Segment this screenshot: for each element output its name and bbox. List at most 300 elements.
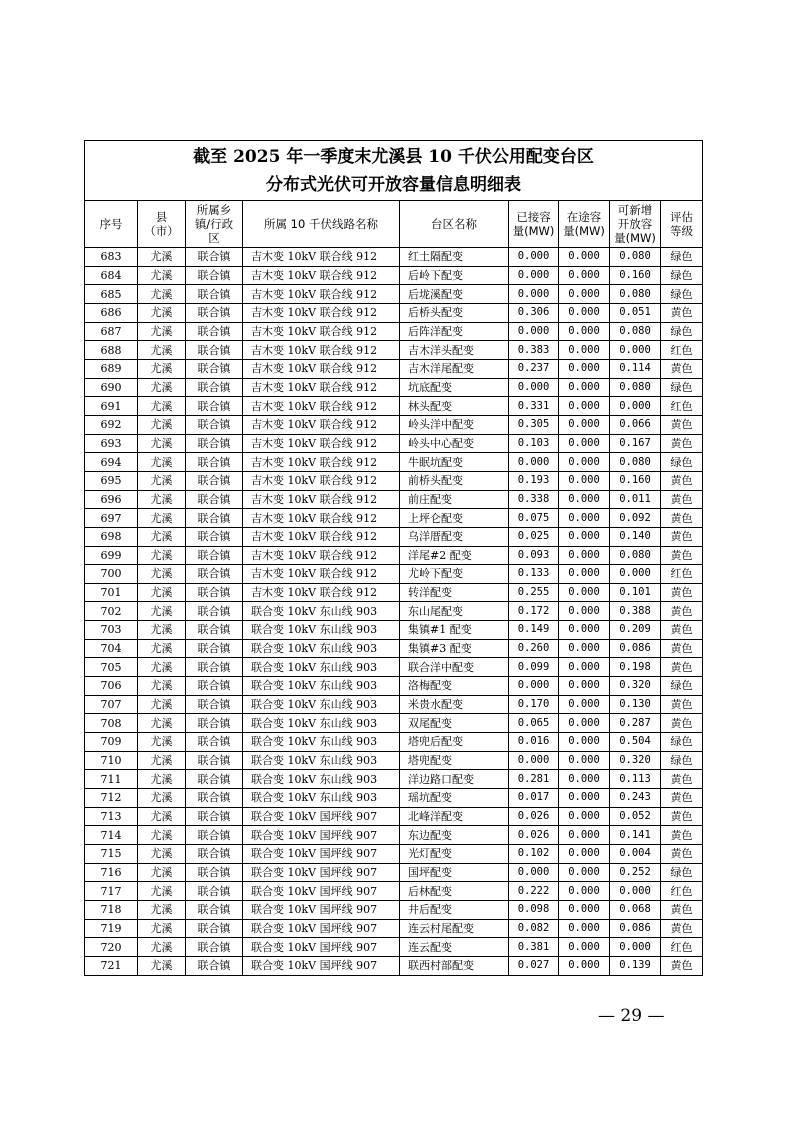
line-name-cell: 联合变 10kV 国坪线 907 (243, 882, 400, 901)
connected-cell: 0.260 (509, 639, 559, 658)
town-cell: 联合镇 (186, 359, 243, 378)
grade-cell: 绿色 (661, 751, 703, 770)
line-name-cell: 吉木变 10kV 联合线 912 (243, 303, 400, 322)
table-row (85, 527, 703, 546)
county-cell: 尤溪 (138, 415, 186, 434)
connected-cell: 0.025 (509, 527, 559, 546)
county-cell: 尤溪 (138, 583, 186, 602)
town-cell: 联合镇 (186, 509, 243, 528)
table-row (85, 621, 703, 640)
seq-cell: 705 (85, 658, 138, 677)
header-in-transit: 在途容 量(MW) (559, 201, 610, 248)
connected-cell: 0.027 (509, 956, 559, 975)
in-transit-cell: 0.000 (559, 770, 610, 789)
table-row (85, 956, 703, 975)
grade-cell: 绿色 (661, 266, 703, 285)
capacity-table (84, 140, 703, 976)
line-name-cell: 联合变 10kV 国坪线 907 (243, 956, 400, 975)
grade-cell: 黄色 (661, 621, 703, 640)
seq-cell: 691 (85, 397, 138, 416)
line-name-cell: 吉木变 10kV 联合线 912 (243, 471, 400, 490)
grade-cell: 黄色 (661, 303, 703, 322)
available-cell: 0.080 (610, 322, 661, 341)
available-cell: 0.140 (610, 527, 661, 546)
seq-cell: 688 (85, 341, 138, 360)
in-transit-cell: 0.000 (559, 882, 610, 901)
page-number: — 29 — (598, 1006, 665, 1026)
in-transit-cell: 0.000 (559, 695, 610, 714)
available-cell: 0.209 (610, 621, 661, 640)
town-cell: 联合镇 (186, 285, 243, 304)
town-cell: 联合镇 (186, 266, 243, 285)
county-cell: 尤溪 (138, 677, 186, 696)
in-transit-cell: 0.000 (559, 602, 610, 621)
connected-cell: 0.099 (509, 658, 559, 677)
area-name-cell: 前庄配变 (400, 490, 509, 509)
in-transit-cell: 0.000 (559, 751, 610, 770)
town-cell: 联合镇 (186, 789, 243, 808)
available-cell: 0.080 (610, 378, 661, 397)
line-name-cell: 联合变 10kV 国坪线 907 (243, 900, 400, 919)
connected-cell: 0.103 (509, 434, 559, 453)
town-cell: 联合镇 (186, 527, 243, 546)
grade-cell: 黄色 (661, 490, 703, 509)
available-cell: 0.068 (610, 900, 661, 919)
in-transit-cell: 0.000 (559, 956, 610, 975)
in-transit-cell: 0.000 (559, 303, 610, 322)
line-name-cell: 吉木变 10kV 联合线 912 (243, 285, 400, 304)
line-name-cell: 吉木变 10kV 联合线 912 (243, 583, 400, 602)
available-cell: 0.113 (610, 770, 661, 789)
table-row (85, 770, 703, 789)
table-row (85, 677, 703, 696)
line-name-cell: 吉木变 10kV 联合线 912 (243, 509, 400, 528)
area-name-cell: 乌洋厝配变 (400, 527, 509, 546)
line-name-cell: 联合变 10kV 东山线 903 (243, 621, 400, 640)
county-cell: 尤溪 (138, 359, 186, 378)
table-row (85, 863, 703, 882)
seq-cell: 701 (85, 583, 138, 602)
connected-cell: 0.026 (509, 807, 559, 826)
table-row (85, 471, 703, 490)
connected-cell: 0.016 (509, 733, 559, 752)
line-name-cell: 吉木变 10kV 联合线 912 (243, 397, 400, 416)
available-cell: 0.052 (610, 807, 661, 826)
table-row (85, 807, 703, 826)
town-cell: 联合镇 (186, 807, 243, 826)
connected-cell: 0.222 (509, 882, 559, 901)
line-name-cell: 联合变 10kV 国坪线 907 (243, 807, 400, 826)
town-cell: 联合镇 (186, 453, 243, 472)
available-cell: 0.320 (610, 751, 661, 770)
grade-cell: 绿色 (661, 285, 703, 304)
table-row (85, 453, 703, 472)
in-transit-cell: 0.000 (559, 639, 610, 658)
county-cell: 尤溪 (138, 770, 186, 789)
town-cell: 联合镇 (186, 565, 243, 584)
available-cell: 0.252 (610, 863, 661, 882)
connected-cell: 0.000 (509, 322, 559, 341)
seq-cell: 686 (85, 303, 138, 322)
connected-cell: 0.149 (509, 621, 559, 640)
town-cell: 联合镇 (186, 490, 243, 509)
area-name-cell: 尤岭下配变 (400, 565, 509, 584)
town-cell: 联合镇 (186, 900, 243, 919)
line-name-cell: 吉木变 10kV 联合线 912 (243, 378, 400, 397)
line-name-cell: 吉木变 10kV 联合线 912 (243, 248, 400, 267)
in-transit-cell: 0.000 (559, 378, 610, 397)
line-name-cell: 联合变 10kV 国坪线 907 (243, 826, 400, 845)
table-row (85, 919, 703, 938)
grade-cell: 黄色 (661, 471, 703, 490)
county-cell: 尤溪 (138, 807, 186, 826)
town-cell: 联合镇 (186, 751, 243, 770)
available-cell: 0.000 (610, 882, 661, 901)
table-row (85, 900, 703, 919)
county-cell: 尤溪 (138, 602, 186, 621)
line-name-cell: 联合变 10kV 东山线 903 (243, 770, 400, 789)
connected-cell: 0.000 (509, 751, 559, 770)
table-row (85, 714, 703, 733)
seq-cell: 695 (85, 471, 138, 490)
county-cell: 尤溪 (138, 378, 186, 397)
grade-cell: 黄色 (661, 826, 703, 845)
line-name-cell: 吉木变 10kV 联合线 912 (243, 415, 400, 434)
county-cell: 尤溪 (138, 826, 186, 845)
town-cell: 联合镇 (186, 303, 243, 322)
county-cell: 尤溪 (138, 434, 186, 453)
county-cell: 尤溪 (138, 863, 186, 882)
in-transit-cell: 0.000 (559, 471, 610, 490)
grade-cell: 黄色 (661, 527, 703, 546)
area-name-cell: 塔兜配变 (400, 751, 509, 770)
table-row (85, 285, 703, 304)
town-cell: 联合镇 (186, 602, 243, 621)
header-seq: 序号 (85, 201, 138, 248)
grade-cell: 黄色 (661, 714, 703, 733)
area-name-cell: 后垅溪配变 (400, 285, 509, 304)
seq-cell: 717 (85, 882, 138, 901)
connected-cell: 0.017 (509, 789, 559, 808)
connected-cell: 0.255 (509, 583, 559, 602)
connected-cell: 0.065 (509, 714, 559, 733)
grade-cell: 红色 (661, 565, 703, 584)
county-cell: 尤溪 (138, 453, 186, 472)
grade-cell: 黄色 (661, 807, 703, 826)
area-name-cell: 上坪仑配变 (400, 509, 509, 528)
seq-cell: 721 (85, 956, 138, 975)
line-name-cell: 联合变 10kV 东山线 903 (243, 751, 400, 770)
connected-cell: 0.102 (509, 845, 559, 864)
grade-cell: 黄色 (661, 359, 703, 378)
table-row (85, 938, 703, 957)
line-name-cell: 联合变 10kV 国坪线 907 (243, 863, 400, 882)
town-cell: 联合镇 (186, 397, 243, 416)
in-transit-cell: 0.000 (559, 733, 610, 752)
seq-cell: 684 (85, 266, 138, 285)
line-name-cell: 联合变 10kV 东山线 903 (243, 733, 400, 752)
table-row (85, 751, 703, 770)
in-transit-cell: 0.000 (559, 714, 610, 733)
table-row (85, 378, 703, 397)
line-name-cell: 吉木变 10kV 联合线 912 (243, 322, 400, 341)
line-name-cell: 联合变 10kV 国坪线 907 (243, 938, 400, 957)
header-connected: 已接容 量(MW) (509, 201, 559, 248)
area-name-cell: 联西村部配变 (400, 956, 509, 975)
table-row (85, 826, 703, 845)
county-cell: 尤溪 (138, 938, 186, 957)
table-row (85, 583, 703, 602)
connected-cell: 0.133 (509, 565, 559, 584)
seq-cell: 702 (85, 602, 138, 621)
connected-cell: 0.172 (509, 602, 559, 621)
area-name-cell: 连云村尾配变 (400, 919, 509, 938)
seq-cell: 693 (85, 434, 138, 453)
seq-cell: 719 (85, 919, 138, 938)
table-row (85, 845, 703, 864)
town-cell: 联合镇 (186, 248, 243, 267)
area-name-cell: 林头配变 (400, 397, 509, 416)
town-cell: 联合镇 (186, 695, 243, 714)
area-name-cell: 岭头洋中配变 (400, 415, 509, 434)
in-transit-cell: 0.000 (559, 583, 610, 602)
in-transit-cell: 0.000 (559, 490, 610, 509)
area-name-cell: 东山尾配变 (400, 602, 509, 621)
area-name-cell: 塔兜后配变 (400, 733, 509, 752)
town-cell: 联合镇 (186, 845, 243, 864)
connected-cell: 0.193 (509, 471, 559, 490)
area-name-cell: 联合洋中配变 (400, 658, 509, 677)
town-cell: 联合镇 (186, 770, 243, 789)
area-name-cell: 井后配变 (400, 900, 509, 919)
available-cell: 0.287 (610, 714, 661, 733)
line-name-cell: 联合变 10kV 东山线 903 (243, 714, 400, 733)
area-name-cell: 后阵洋配变 (400, 322, 509, 341)
grade-cell: 黄色 (661, 770, 703, 789)
seq-cell: 713 (85, 807, 138, 826)
line-name-cell: 吉木变 10kV 联合线 912 (243, 453, 400, 472)
header-area: 台区名称 (400, 201, 509, 248)
table-row (85, 322, 703, 341)
available-cell: 0.139 (610, 956, 661, 975)
county-cell: 尤溪 (138, 397, 186, 416)
in-transit-cell: 0.000 (559, 527, 610, 546)
county-cell: 尤溪 (138, 285, 186, 304)
grade-cell: 黄色 (661, 845, 703, 864)
available-cell: 0.011 (610, 490, 661, 509)
town-cell: 联合镇 (186, 546, 243, 565)
town-cell: 联合镇 (186, 919, 243, 938)
table-row (85, 303, 703, 322)
seq-cell: 706 (85, 677, 138, 696)
line-name-cell: 联合变 10kV 东山线 903 (243, 658, 400, 677)
seq-cell: 699 (85, 546, 138, 565)
town-cell: 联合镇 (186, 658, 243, 677)
area-name-cell: 洋边路口配变 (400, 770, 509, 789)
seq-cell: 685 (85, 285, 138, 304)
connected-cell: 0.000 (509, 677, 559, 696)
connected-cell: 0.338 (509, 490, 559, 509)
table-row (85, 266, 703, 285)
available-cell: 0.004 (610, 845, 661, 864)
table-row (85, 434, 703, 453)
county-cell: 尤溪 (138, 751, 186, 770)
connected-cell: 0.000 (509, 285, 559, 304)
header-available: 可新增 开放容 量(MW) (610, 201, 661, 248)
in-transit-cell: 0.000 (559, 285, 610, 304)
area-name-cell: 集镇#3 配变 (400, 639, 509, 658)
town-cell: 联合镇 (186, 733, 243, 752)
available-cell: 0.080 (610, 546, 661, 565)
available-cell: 0.243 (610, 789, 661, 808)
header-town: 所属乡 镇/行政 区 (186, 201, 243, 248)
line-name-cell: 联合变 10kV 东山线 903 (243, 602, 400, 621)
available-cell: 0.080 (610, 285, 661, 304)
grade-cell: 黄色 (661, 583, 703, 602)
grade-cell: 黄色 (661, 900, 703, 919)
available-cell: 0.320 (610, 677, 661, 696)
town-cell: 联合镇 (186, 583, 243, 602)
available-cell: 0.101 (610, 583, 661, 602)
in-transit-cell: 0.000 (559, 546, 610, 565)
town-cell: 联合镇 (186, 341, 243, 360)
county-cell: 尤溪 (138, 509, 186, 528)
grade-cell: 红色 (661, 938, 703, 957)
town-cell: 联合镇 (186, 714, 243, 733)
grade-cell: 黄色 (661, 639, 703, 658)
county-cell: 尤溪 (138, 527, 186, 546)
connected-cell: 0.281 (509, 770, 559, 789)
county-cell: 尤溪 (138, 565, 186, 584)
line-name-cell: 联合变 10kV 东山线 903 (243, 639, 400, 658)
town-cell: 联合镇 (186, 378, 243, 397)
available-cell: 0.066 (610, 415, 661, 434)
grade-cell: 绿色 (661, 453, 703, 472)
county-cell: 尤溪 (138, 322, 186, 341)
line-name-cell: 吉木变 10kV 联合线 912 (243, 266, 400, 285)
available-cell: 0.086 (610, 919, 661, 938)
table-row (85, 359, 703, 378)
connected-cell: 0.000 (509, 453, 559, 472)
grade-cell: 黄色 (661, 658, 703, 677)
available-cell: 0.141 (610, 826, 661, 845)
area-name-cell: 坑底配变 (400, 378, 509, 397)
seq-cell: 716 (85, 863, 138, 882)
grade-cell: 黄色 (661, 415, 703, 434)
town-cell: 联合镇 (186, 639, 243, 658)
connected-cell: 0.000 (509, 378, 559, 397)
seq-cell: 696 (85, 490, 138, 509)
town-cell: 联合镇 (186, 677, 243, 696)
table-body (85, 248, 703, 976)
county-cell: 尤溪 (138, 471, 186, 490)
grade-cell: 红色 (661, 397, 703, 416)
in-transit-cell: 0.000 (559, 919, 610, 938)
table-row (85, 341, 703, 360)
area-name-cell: 米贵水配变 (400, 695, 509, 714)
line-name-cell: 联合变 10kV 东山线 903 (243, 789, 400, 808)
county-cell: 尤溪 (138, 546, 186, 565)
in-transit-cell: 0.000 (559, 938, 610, 957)
connected-cell: 0.075 (509, 509, 559, 528)
in-transit-cell: 0.000 (559, 341, 610, 360)
seq-cell: 718 (85, 900, 138, 919)
area-name-cell: 后桥头配变 (400, 303, 509, 322)
line-name-cell: 联合变 10kV 国坪线 907 (243, 845, 400, 864)
header-row (85, 201, 703, 248)
connected-cell: 0.237 (509, 359, 559, 378)
connected-cell: 0.093 (509, 546, 559, 565)
seq-cell: 703 (85, 621, 138, 640)
seq-cell: 712 (85, 789, 138, 808)
in-transit-cell: 0.000 (559, 658, 610, 677)
seq-cell: 689 (85, 359, 138, 378)
seq-cell: 711 (85, 770, 138, 789)
available-cell: 0.388 (610, 602, 661, 621)
line-name-cell: 联合变 10kV 国坪线 907 (243, 919, 400, 938)
county-cell: 尤溪 (138, 695, 186, 714)
area-name-cell: 连云配变 (400, 938, 509, 957)
area-name-cell: 后林配变 (400, 882, 509, 901)
area-name-cell: 洛梅配变 (400, 677, 509, 696)
grade-cell: 绿色 (661, 322, 703, 341)
area-name-cell: 东边配变 (400, 826, 509, 845)
grade-cell: 绿色 (661, 677, 703, 696)
in-transit-cell: 0.000 (559, 677, 610, 696)
area-name-cell: 集镇#1 配变 (400, 621, 509, 640)
seq-cell: 698 (85, 527, 138, 546)
table-row (85, 789, 703, 808)
available-cell: 0.504 (610, 733, 661, 752)
county-cell: 尤溪 (138, 919, 186, 938)
area-name-cell: 牛眠坑配变 (400, 453, 509, 472)
table-row (85, 509, 703, 528)
in-transit-cell: 0.000 (559, 397, 610, 416)
line-name-cell: 吉木变 10kV 联合线 912 (243, 359, 400, 378)
line-name-cell: 吉木变 10kV 联合线 912 (243, 565, 400, 584)
available-cell: 0.092 (610, 509, 661, 528)
table-row (85, 546, 703, 565)
county-cell: 尤溪 (138, 341, 186, 360)
available-cell: 0.080 (610, 453, 661, 472)
connected-cell: 0.305 (509, 415, 559, 434)
grade-cell: 绿色 (661, 378, 703, 397)
connected-cell: 0.383 (509, 341, 559, 360)
area-name-cell: 吉木洋尾配变 (400, 359, 509, 378)
county-cell: 尤溪 (138, 900, 186, 919)
available-cell: 0.086 (610, 639, 661, 658)
connected-cell: 0.331 (509, 397, 559, 416)
area-name-cell: 光灯配变 (400, 845, 509, 864)
connected-cell: 0.381 (509, 938, 559, 957)
seq-cell: 697 (85, 509, 138, 528)
grade-cell: 绿色 (661, 863, 703, 882)
seq-cell: 714 (85, 826, 138, 845)
connected-cell: 0.170 (509, 695, 559, 714)
area-name-cell: 双尾配变 (400, 714, 509, 733)
in-transit-cell: 0.000 (559, 789, 610, 808)
line-name-cell: 吉木变 10kV 联合线 912 (243, 546, 400, 565)
seq-cell: 704 (85, 639, 138, 658)
grade-cell: 黄色 (661, 919, 703, 938)
seq-cell: 694 (85, 453, 138, 472)
table-title (85, 141, 703, 201)
line-name-cell: 吉木变 10kV 联合线 912 (243, 490, 400, 509)
county-cell: 尤溪 (138, 845, 186, 864)
available-cell: 0.130 (610, 695, 661, 714)
available-cell: 0.114 (610, 359, 661, 378)
county-cell: 尤溪 (138, 639, 186, 658)
